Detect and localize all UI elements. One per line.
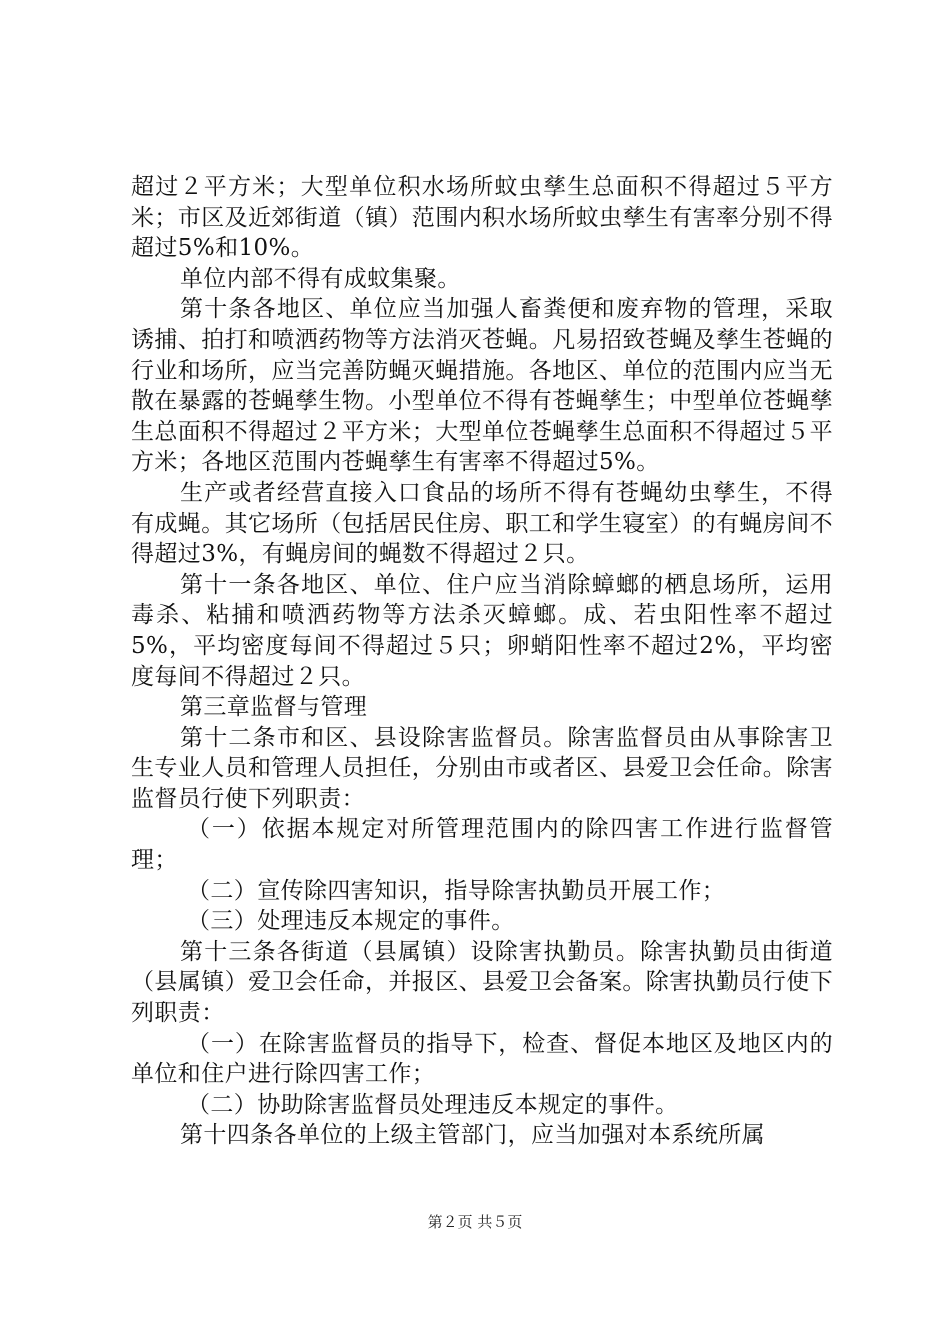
list-item: （一）依据本规定对所管理范围内的除四害工作进行监督管理； xyxy=(131,816,833,874)
document-body xyxy=(131,172,833,1151)
paragraph-3: 第十条各地区、单位应当加强人畜粪便和废弃物的管理，采取诱捕、拍打和喷洒药物等方法消灭苍蝇。凡易招致苍蝇及孳生苍蝇的行业和场所，应当完善防蝇灭蝇措施。各地区、单位的范围内应当无散在暴露的苍蝇孳生物。小型单位不得有苍蝇孳生；中型单位苍蝇孳生总面积不得超过２平方米；大型单位苍蝇孳生总面积不得超过５平方米；各地区范围内苍蝇孳生有害率不得超过5%。 xyxy=(131,296,833,476)
list-item: （二）宣传除四害知识，指导除害执勤员开展工作； xyxy=(187,877,726,904)
list-item: （二）协助除害监督员处理违反本规定的事件。 xyxy=(187,1091,679,1118)
paragraph-2: 单位内部不得有成蚊集聚。 xyxy=(180,265,461,292)
chapter-heading: 第三章监督与管理 xyxy=(180,694,368,721)
paragraph-7: 第十二条市和区、县设除害监督员。除害监督员由从事除害卫生专业人员和管理人员担任，分别由市或者区、县爱卫会任命。除害监督员行使下列职责： xyxy=(131,724,833,812)
paragraph-5: 第十一条各地区、单位、住户应当消除蟑螂的栖息场所，运用毒杀、粘捕和喷洒药物等方法杀灭蟑螂。成、若虫阳性率不超过5%，平均密度每间不得超过５只；卵蛸阳性率不超过2%，平均密度每间不得超过２只。 xyxy=(131,571,833,690)
list-item: （三）处理违反本规定的事件。 xyxy=(187,908,515,935)
paragraph-11: 第十三条各街道（县属镇）设除害执勤员。除害执勤员由街道（县属镇）爱卫会任命，并报区、县爱卫会备案。除害执勤员行使下列职责： xyxy=(131,938,833,1027)
paragraph-1: 超过２平方米；大型单位积水场所蚊虫孳生总面积不得超过５平方米；市区及近郊街道（镇）范围内积水场所蚊虫孳生有害率分别不得超过5%和10%。 xyxy=(131,174,833,262)
paragraph-4: 生产或者经营直接入口食品的场所不得有苍蝇幼虫孳生，不得有成蝇。其它场所（包括居民住房、职工和学生寝室）的有蝇房间不得超过3%，有蝇房间的蝇数不得超过２只。 xyxy=(131,479,833,568)
list-item: （一）在除害监督员的指导下，检查、督促本地区及地区内的单位和住户进行除四害工作； xyxy=(131,1030,833,1088)
page-number-footer: 第２页 共５页 xyxy=(427,1213,523,1231)
paragraph-14: 第十四条各单位的上级主管部门，应当加强对本系统所属 xyxy=(180,1122,765,1149)
